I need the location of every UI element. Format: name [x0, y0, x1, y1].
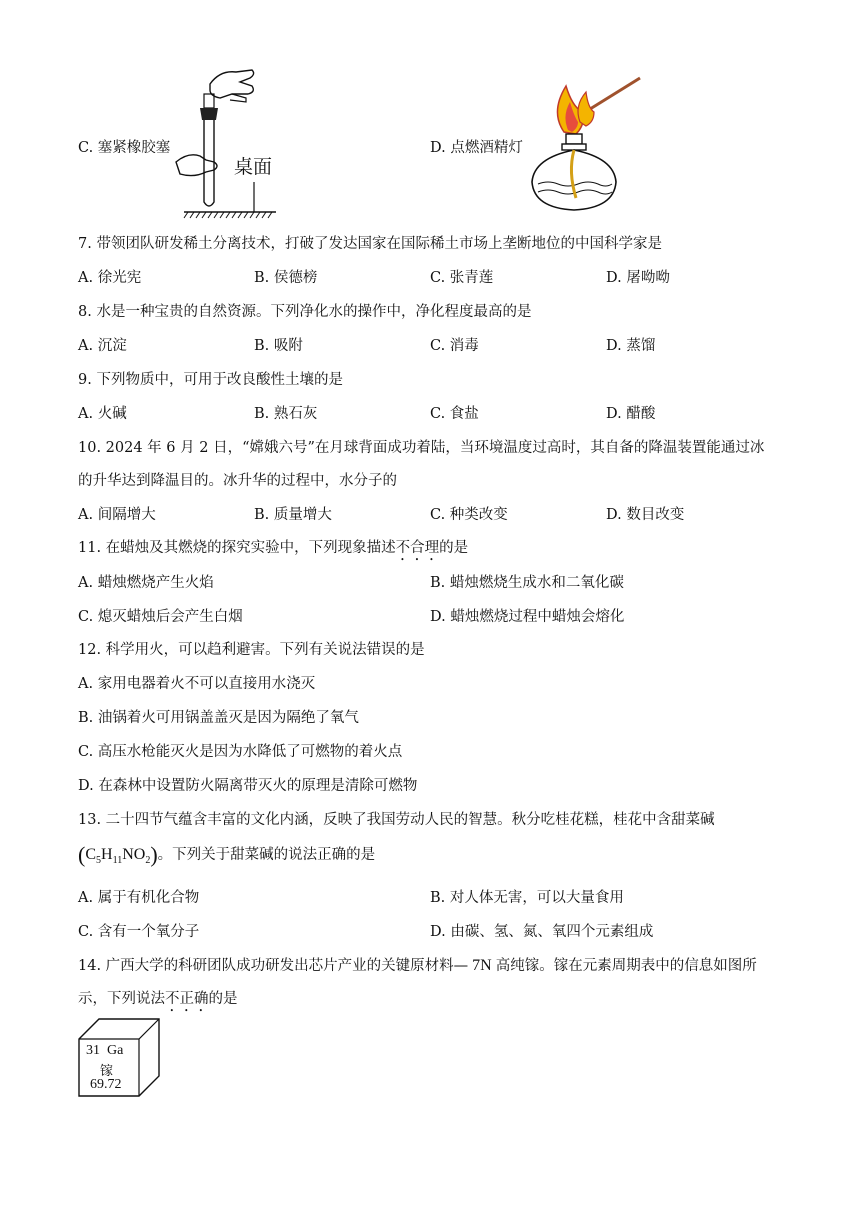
q9-option-c: C. 食盐: [430, 406, 479, 422]
q9-option-b: B. 熟石灰: [254, 406, 318, 422]
q8-option-d: D. 蒸馏: [606, 338, 656, 354]
q11-stem-emphasis: 不合理: [395, 540, 440, 556]
q9-option-d: D. 醋酸: [606, 406, 656, 422]
q11-stem-pre: 11. 在蜡烛及其燃烧的探究实验中，下列现象描述: [78, 540, 396, 556]
element-mass: 69.72: [90, 1077, 122, 1092]
q8-stem: 8. 水是一种宝贵的自然资源。下列净化水的操作中，净化程度最高的是: [78, 304, 532, 320]
q10-option-d: D. 数目改变: [606, 507, 685, 523]
q13-stem-line2: [78, 842, 375, 868]
q6-option-d: D. 点燃酒精灯: [430, 140, 523, 156]
betaine-formula: $(C_5H_{11}NO_2)$: [78, 842, 158, 867]
q7-option-a: A. 徐光宪: [78, 270, 142, 286]
q12-option-a: A. 家用电器着火不可以直接用水浇灭: [78, 676, 316, 692]
test-tube-stopper-illustration: [170, 64, 280, 222]
q11-option-a: A. 蜡烛燃烧产生火焰: [78, 575, 214, 591]
q13-option-b: B. 对人体无害，可以大量食用: [430, 890, 624, 906]
q13-stem-line2-text: 。下列关于甜菜碱的说法正确的是: [157, 847, 376, 863]
q10-option-a: A. 间隔增大: [78, 507, 156, 523]
q14-stem-emphasis: 不正确: [165, 991, 209, 1007]
q7-stem: 7. 带领团队研发稀土分离技术，打破了发达国家在国际稀土市场上垄断地位的中国科学家是: [78, 236, 662, 252]
q10-option-c: C. 种类改变: [430, 507, 508, 523]
q9-option-a: A. 火碱: [78, 406, 127, 422]
q6-option-c: C. 塞紧橡胶塞: [78, 140, 171, 156]
q12-option-d: D. 在森林中设置防火隔离带灭火的原理是清除可燃物: [78, 778, 418, 794]
q8-option-b: B. 吸附: [254, 338, 303, 354]
q11-option-d: D. 蜡烛燃烧过程中蜡烛会熔化: [430, 609, 625, 625]
gallium-element-card: [78, 1018, 162, 1098]
q13-option-c: C. 含有一个氧分子: [78, 924, 200, 940]
q14-stem-line2: 示，下列说法不正确的是: [78, 991, 238, 1007]
q11-option-c: C. 熄灭蜡烛后会产生白烟: [78, 609, 243, 625]
q9-stem: 9. 下列物质中，可用于改良酸性土壤的是: [78, 372, 343, 388]
q12-stem: 12. 科学用火，可以趋利避害。下列有关说法错误的是: [78, 642, 425, 658]
q12-option-b: B. 油锅着火可用锅盖盖灭是因为隔绝了氧气: [78, 710, 359, 726]
q8-option-a: A. 沉淀: [78, 338, 127, 354]
q11-stem: [78, 536, 468, 564]
q13-option-a: A. 属于有机化合物: [78, 890, 200, 906]
q7-option-d: D. 屠呦呦: [606, 270, 670, 286]
q10-stem-line2: 的升华达到降温目的。冰升华的过程中，水分子的: [78, 473, 397, 489]
q10-stem-line1: 10. 2024 年 6 月 2 日，“嫦娥六号”在月球背面成功着陆，当环境温度过高时，其自备的降温装置能通过冰: [78, 440, 765, 456]
q7-option-c: C. 张青莲: [430, 270, 494, 286]
q14-stem-line1: 14. 广西大学的科研团队成功研发出芯片产业的关键原材料— 7N 高纯镓。镓在元素周期表中的信息如图所: [78, 957, 757, 974]
alcohol-lamp-illustration: [528, 72, 648, 216]
desk-label: 桌面: [234, 156, 273, 178]
q11-stem-post: 的是: [439, 540, 469, 556]
q7-option-b: B. 侯德榜: [254, 270, 318, 286]
element-number-symbol: 31 Ga: [86, 1043, 124, 1058]
element-name: 镓: [100, 1064, 114, 1079]
q10-option-b: B. 质量增大: [254, 507, 332, 523]
q13-stem-line1: 13. 二十四节气蕴含丰富的文化内涵，反映了我国劳动人民的智慧。秋分吃桂花糕，桂花中含甜菜碱: [78, 812, 715, 828]
q8-option-c: C. 消毒: [430, 338, 479, 354]
q13-option-d: D. 由碳、氢、氮、氧四个元素组成: [430, 924, 654, 940]
q11-option-b: B. 蜡烛燃烧生成水和二氧化碳: [430, 575, 624, 591]
q12-option-c: C. 高压水枪能灭火是因为水降低了可燃物的着火点: [78, 744, 403, 760]
